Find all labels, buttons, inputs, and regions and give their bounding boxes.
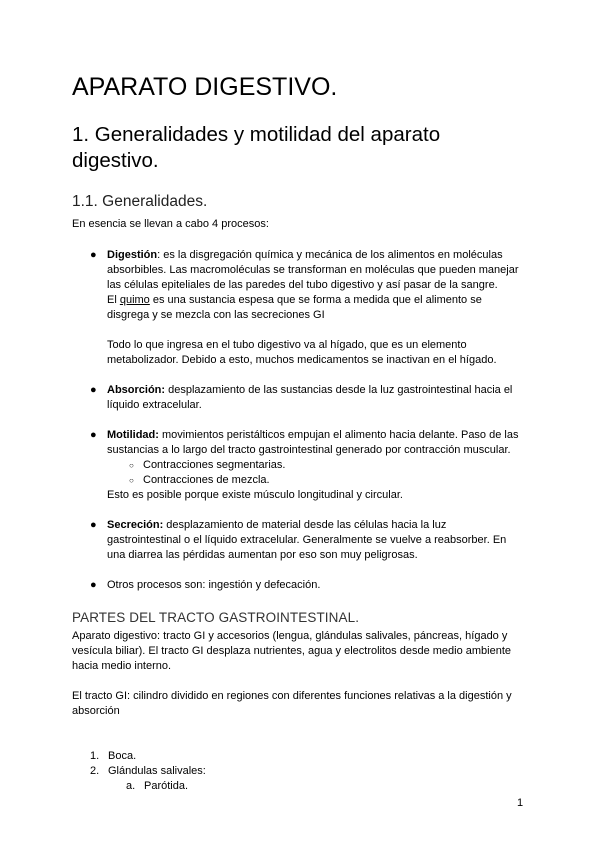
- subsection-heading: 1.1. Generalidades.: [72, 193, 208, 210]
- section-heading: 1. Generalidades y motilidad del aparato digestivo.: [72, 123, 441, 172]
- list-item-secrecion: ● Secreción: desplazamiento de material desde las células hacia la luz gastrointestinal o el líquido extracelular. Generalmente se vuelve a reabsorber. En una diarrea las pérdidas aumentan por eso son muy peligrosas.: [90, 519, 507, 561]
- list-item-digestion: ● Digestión: es la disgregación química y mecánica de los alimentos en moléculas absorbibles. Las macromoléculas se transforman en moléculas que pueden manejar las células epiteliales de las paredes del tubo digestivo y así pasar de la sangre. El quimo es una sustancia espesa que se forma a medida que el alimento se disgrega y se mezcla con las secreciones GI Todo lo que ingresa en el tubo digestivo va al hígado, que es un elemento metabolizador. Debido a esto, muchos medicamentos se inactivan en el hígado.: [90, 249, 519, 366]
- term-digestion: Digestión: [107, 249, 158, 261]
- quimo-link[interactable]: quimo: [119, 294, 150, 306]
- parts-heading: PARTES DEL TRACTO GASTROINTESTINAL.: [72, 610, 360, 625]
- numbered-item-boca: 1. Boca.: [90, 750, 137, 762]
- bullet-icon: ●: [90, 579, 97, 591]
- list-item-motilidad: ● Motilidad: movimientos peristálticos empujan el alimento hacia delante. Paso de las sustancias a lo largo del tracto gastrointestinal generado por contracción muscular. ○ Contracciones segmentarias. ○ Contracciones de mezcla. Esto es posible porque existe músculo longitudinal y circular.: [72, 428, 528, 503]
- sublist-item: ○ Contracciones segmentarias.: [129, 459, 286, 471]
- paragraph-tracto: El tracto GI: cilindro dividido en regiones con diferentes funciones relativas a la digestión y absorción: [72, 690, 512, 717]
- term-motilidad: Motilidad:: [107, 429, 159, 441]
- process-list: [72, 248, 528, 593]
- numbered-list: [72, 749, 528, 794]
- bullet-icon: ●: [90, 384, 97, 396]
- lettered-item-parotida: a. Parótida.: [126, 780, 189, 792]
- circle-bullet-icon: ○: [129, 461, 134, 470]
- list-item-otros: ● Otros procesos son: ingestión y defecación.: [90, 579, 321, 591]
- bullet-icon: ●: [90, 429, 97, 441]
- intro-paragraph: En esencia se llevan a cabo 4 procesos:: [72, 218, 269, 230]
- paragraph-aparato: Aparato digestivo: tracto GI y accesorios (lengua, glándulas salivales, páncreas, hígado y vesícula biliar). El tracto GI desplaza nutrientes, agua y electrolitos desde medio ambiente hacia medio interno.: [72, 630, 512, 672]
- numbered-item-glandulas: 2. Glándulas salivales: a. Parótida.: [72, 764, 528, 794]
- bullet-icon: ●: [90, 249, 97, 261]
- sublist-item: ○ Contracciones de mezcla.: [129, 474, 270, 486]
- page-number: 1: [517, 797, 524, 809]
- contraction-sublist: [107, 458, 528, 488]
- bullet-icon: ●: [90, 519, 97, 531]
- circle-bullet-icon: ○: [129, 476, 134, 485]
- document-title: APARATO DIGESTIVO.: [72, 73, 338, 101]
- list-item-absorcion: ● Absorción: desplazamiento de las sustancias desde la luz gastrointestinal hacia el líquido extracelular.: [90, 384, 513, 411]
- term-secrecion: Secreción:: [107, 519, 164, 531]
- document-page: [72, 72, 528, 794]
- term-absorcion: Absorción:: [107, 384, 166, 396]
